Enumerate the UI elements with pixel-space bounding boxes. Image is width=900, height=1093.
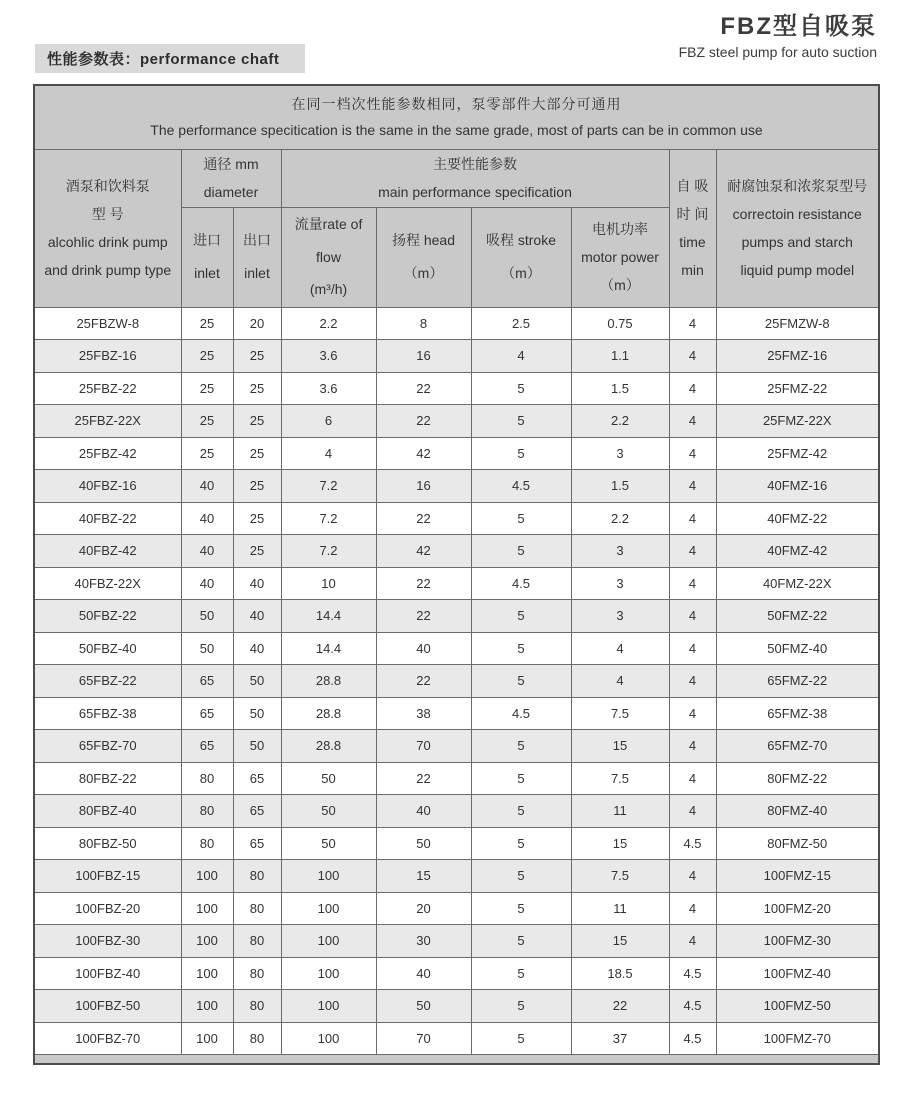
header-model-en2: and drink pump type: [44, 262, 172, 278]
table-cell: 5: [471, 405, 571, 438]
page-title: FBZ型自吸泵: [720, 13, 877, 40]
document-header: [679, 6, 877, 60]
header-fmz-cn: 耐腐蚀泵和浓浆泵型号: [727, 178, 868, 194]
table-row: [34, 340, 879, 373]
table-cell: 50: [233, 665, 281, 698]
table-cell: 3.6: [281, 340, 376, 373]
table-cell: 18.5: [571, 957, 669, 990]
table-cell: 4: [669, 697, 716, 730]
table-cell: 40: [376, 632, 471, 665]
table-cell: 38: [376, 697, 471, 730]
cell-fmz-model: 100FMZ-30: [716, 925, 879, 958]
table-cell: 14.4: [281, 632, 376, 665]
cell-pump-model: 25FBZ-16: [34, 340, 181, 373]
cell-pump-model: 25FBZ-22X: [34, 405, 181, 438]
table-cell: 4: [669, 892, 716, 925]
cell-pump-model: 100FBZ-40: [34, 957, 181, 990]
cell-pump-model: 50FBZ-40: [34, 632, 181, 665]
table-cell: 4.5: [471, 697, 571, 730]
table-cell: 4: [571, 632, 669, 665]
table-cell: 80: [181, 762, 233, 795]
header-head-label: 扬程 head: [391, 232, 456, 249]
header-fmz-en3: liquid pump model: [740, 262, 855, 278]
table-row: [34, 827, 879, 860]
section-label: 性能参数表：performance chaft: [35, 44, 305, 73]
cell-fmz-model: 100FMZ-40: [716, 957, 879, 990]
table-row: [34, 957, 879, 990]
table-cell: 1.1: [571, 340, 669, 373]
table-cell: 4: [669, 665, 716, 698]
table-cell: 7.5: [571, 762, 669, 795]
table-cell: 100: [181, 925, 233, 958]
table-cell: 40: [376, 795, 471, 828]
table-cell: 22: [571, 990, 669, 1023]
cell-pump-model: 40FBZ-16: [34, 470, 181, 503]
cell-pump-model: 100FBZ-70: [34, 1022, 181, 1055]
table-row: [34, 307, 879, 340]
table-cell: 4: [669, 470, 716, 503]
table-cell: 14.4: [281, 600, 376, 633]
cell-pump-model: 100FBZ-15: [34, 860, 181, 893]
cell-fmz-model: 25FMZ-22X: [716, 405, 879, 438]
table-cell: 80: [181, 795, 233, 828]
header-diameter-en: diameter: [203, 184, 259, 200]
cell-fmz-model: 65FMZ-22: [716, 665, 879, 698]
header-time-cn1: 自 吸: [676, 178, 709, 194]
table-row: [34, 567, 879, 600]
table-cell: 80: [233, 990, 281, 1023]
table-cell: 5: [471, 502, 571, 535]
table-row: [34, 632, 879, 665]
header-outlet-cn: 出口: [243, 232, 271, 249]
banner-text-cn: 在同一档次性能参数相同，泵零部件大部分可通用: [291, 95, 622, 112]
table-cell: 4: [281, 437, 376, 470]
table-cell: 50: [281, 762, 376, 795]
table-cell: 65: [181, 665, 233, 698]
table-cell: 15: [571, 730, 669, 763]
cell-fmz-model: 40FMZ-22X: [716, 567, 879, 600]
header-power-unit: （m）: [600, 277, 640, 293]
table-cell: 65: [181, 697, 233, 730]
table-cell: 5: [471, 665, 571, 698]
table-cell: 22: [376, 665, 471, 698]
table-row: [34, 665, 879, 698]
cell-fmz-model: 50FMZ-40: [716, 632, 879, 665]
table-cell: 5: [471, 827, 571, 860]
table-cell: 1.5: [571, 470, 669, 503]
cell-fmz-model: 40FMZ-42: [716, 535, 879, 568]
table-cell: 4.5: [471, 470, 571, 503]
table-cell: 40: [181, 567, 233, 600]
table-row: [34, 860, 879, 893]
column-header-flow: [281, 207, 376, 307]
table-cell: 25: [181, 372, 233, 405]
table-cell: 5: [471, 990, 571, 1023]
table-cell: 5: [471, 1022, 571, 1055]
header-stroke-label: 吸程 stroke: [485, 232, 556, 249]
table-row: [34, 600, 879, 633]
table-cell: 3.6: [281, 372, 376, 405]
column-header-diameter: [181, 149, 281, 207]
table-cell: 3: [571, 600, 669, 633]
table-cell: 2.2: [571, 502, 669, 535]
table-cell: 7.2: [281, 470, 376, 503]
table-cell: 28.8: [281, 697, 376, 730]
table-row: [34, 697, 879, 730]
header-outlet-en: inlet: [244, 265, 270, 281]
table-cell: 50: [181, 600, 233, 633]
table-cell: 65: [233, 762, 281, 795]
table-cell: 8: [376, 307, 471, 340]
column-header-head: [376, 207, 471, 307]
table-cell: 28.8: [281, 730, 376, 763]
table-row: [34, 730, 879, 763]
cell-fmz-model: 40FMZ-16: [716, 470, 879, 503]
table-cell: 15: [571, 827, 669, 860]
table-cell: 4: [669, 600, 716, 633]
cell-pump-model: 25FBZW-8: [34, 307, 181, 340]
header-main-cn: 主要性能参数: [433, 156, 517, 172]
cell-fmz-model: 100FMZ-70: [716, 1022, 879, 1055]
performance-table-container: [33, 84, 880, 1065]
table-cell: 50: [376, 990, 471, 1023]
table-cell: 4: [669, 860, 716, 893]
table-cell: 15: [376, 860, 471, 893]
cell-pump-model: 80FBZ-22: [34, 762, 181, 795]
table-cell: 4: [669, 502, 716, 535]
table-row: [34, 470, 879, 503]
table-cell: 20: [376, 892, 471, 925]
table-cell: 5: [471, 892, 571, 925]
table-cell: 40: [233, 567, 281, 600]
header-time-en: time: [679, 234, 706, 250]
table-cell: 4: [669, 340, 716, 373]
table-cell: 3: [571, 567, 669, 600]
table-cell: 22: [376, 567, 471, 600]
table-cell: 100: [281, 990, 376, 1023]
table-cell: 20: [233, 307, 281, 340]
cell-fmz-model: 25FMZ-42: [716, 437, 879, 470]
header-time-unit: min: [681, 262, 704, 278]
column-header-model: [34, 149, 181, 307]
table-cell: 22: [376, 405, 471, 438]
table-cell: 70: [376, 1022, 471, 1055]
header-model-en1: alcohlic drink pump: [47, 234, 168, 250]
table-cell: 7.2: [281, 502, 376, 535]
table-cell: 5: [471, 925, 571, 958]
column-header-stroke: [471, 207, 571, 307]
cell-pump-model: 50FBZ-22: [34, 600, 181, 633]
table-cell: 100: [181, 990, 233, 1023]
table-row: [34, 892, 879, 925]
table-row: [34, 502, 879, 535]
table-body: [34, 307, 879, 1055]
header-power-cn: 电机功率: [592, 221, 648, 237]
table-cell: 2.5: [471, 307, 571, 340]
table-cell: 80: [233, 1022, 281, 1055]
table-cell: 4.5: [669, 827, 716, 860]
table-cell: 22: [376, 600, 471, 633]
table-cell: 70: [376, 730, 471, 763]
table-cell: 5: [471, 957, 571, 990]
table-cell: 100: [181, 1022, 233, 1055]
table-cell: 11: [571, 795, 669, 828]
table-cell: 42: [376, 437, 471, 470]
table-cell: 25: [181, 437, 233, 470]
page-subtitle: FBZ steel pump for auto suction: [678, 44, 877, 60]
header-diameter-cn: 通径 mm: [203, 156, 259, 172]
table-cell: 25: [181, 307, 233, 340]
table-cell: 50: [233, 697, 281, 730]
header-model-cn1: 酒泵和饮料泵: [65, 178, 150, 194]
banner-text-en: The performance specitication is the same in the same grade, most of parts can be in common use: [150, 122, 763, 139]
header-inlet-en: inlet: [194, 265, 220, 281]
table-cell: 1.5: [571, 372, 669, 405]
table-cell: 28.8: [281, 665, 376, 698]
header-power-en: motor power: [581, 249, 659, 265]
table-cell: 0.75: [571, 307, 669, 340]
table-cell: 65: [233, 827, 281, 860]
table-cell: 4.5: [471, 567, 571, 600]
cell-pump-model: 80FBZ-50: [34, 827, 181, 860]
table-cell: 7.2: [281, 535, 376, 568]
table-row: [34, 372, 879, 405]
cell-pump-model: 25FBZ-22: [34, 372, 181, 405]
cell-fmz-model: 80FMZ-50: [716, 827, 879, 860]
table-cell: 4: [669, 795, 716, 828]
table-cell: 4: [471, 340, 571, 373]
banner-row: [34, 85, 879, 149]
table-cell: 40: [181, 470, 233, 503]
cell-pump-model: 100FBZ-30: [34, 925, 181, 958]
table-cell: 80: [181, 827, 233, 860]
table-cell: 2.2: [281, 307, 376, 340]
table-cell: 40: [233, 600, 281, 633]
table-cell: 4.5: [669, 957, 716, 990]
table-cell: 22: [376, 502, 471, 535]
table-cell: 5: [471, 372, 571, 405]
cell-fmz-model: 25FMZW-8: [716, 307, 879, 340]
header-fmz-en1: correctoin resistance: [732, 206, 862, 222]
table-cell: 100: [181, 860, 233, 893]
table-cell: 4: [669, 535, 716, 568]
cell-pump-model: 65FBZ-38: [34, 697, 181, 730]
table-cell: 5: [471, 795, 571, 828]
table-row: [34, 925, 879, 958]
table-cell: 100: [181, 892, 233, 925]
table-cell: 4: [669, 437, 716, 470]
table-cell: 5: [471, 535, 571, 568]
cell-pump-model: 100FBZ-50: [34, 990, 181, 1023]
table-cell: 25: [233, 470, 281, 503]
header-head-unit: （m）: [403, 265, 444, 281]
banner-cell: [34, 85, 879, 149]
table-cell: 65: [233, 795, 281, 828]
table-cell: 100: [281, 957, 376, 990]
table-cell: 80: [233, 957, 281, 990]
cell-fmz-model: 25FMZ-16: [716, 340, 879, 373]
cell-pump-model: 25FBZ-42: [34, 437, 181, 470]
header-flow-label: 流量rate of flow: [294, 215, 363, 265]
cell-pump-model: 100FBZ-20: [34, 892, 181, 925]
table-cell: 4: [669, 567, 716, 600]
cell-fmz-model: 100FMZ-15: [716, 860, 879, 893]
table-cell: 25: [233, 372, 281, 405]
footer-strip: [34, 1055, 879, 1064]
table-cell: 11: [571, 892, 669, 925]
table-cell: 50: [281, 827, 376, 860]
column-header-inlet: [181, 207, 233, 307]
table-cell: 80: [233, 892, 281, 925]
table-cell: 25: [233, 535, 281, 568]
table-cell: 100: [281, 860, 376, 893]
table-cell: 5: [471, 600, 571, 633]
table-cell: 40: [181, 535, 233, 568]
table-cell: 100: [181, 957, 233, 990]
footer-strip-row: [34, 1055, 879, 1064]
cell-fmz-model: 80FMZ-40: [716, 795, 879, 828]
table-cell: 80: [233, 860, 281, 893]
cell-fmz-model: 80FMZ-22: [716, 762, 879, 795]
table-cell: 22: [376, 372, 471, 405]
header-stroke-unit: （m）: [501, 265, 541, 281]
cell-fmz-model: 65FMZ-70: [716, 730, 879, 763]
table-row: [34, 437, 879, 470]
table-cell: 25: [233, 502, 281, 535]
table-cell: 7.5: [571, 860, 669, 893]
table-cell: 25: [181, 340, 233, 373]
table-cell: 4: [669, 405, 716, 438]
table-cell: 4: [669, 632, 716, 665]
table-cell: 50: [233, 730, 281, 763]
table-cell: 15: [571, 925, 669, 958]
table-cell: 5: [471, 762, 571, 795]
header-fmz-en2: pumps and starch: [741, 234, 853, 250]
table-cell: 100: [281, 925, 376, 958]
table-cell: 5: [471, 437, 571, 470]
table-cell: 4: [669, 730, 716, 763]
table-cell: 4.5: [669, 990, 716, 1023]
table-cell: 6: [281, 405, 376, 438]
table-row: [34, 535, 879, 568]
table-cell: 3: [571, 535, 669, 568]
table-row: [34, 795, 879, 828]
table-cell: 4: [669, 372, 716, 405]
column-header-outlet: [233, 207, 281, 307]
performance-table: [33, 84, 880, 1065]
table-cell: 40: [181, 502, 233, 535]
table-row: [34, 1022, 879, 1055]
column-header-fmz-model: [716, 149, 879, 307]
cell-pump-model: 40FBZ-22: [34, 502, 181, 535]
table-cell: 16: [376, 470, 471, 503]
table-cell: 37: [571, 1022, 669, 1055]
table-cell: 25: [181, 405, 233, 438]
table-cell: 4.5: [669, 1022, 716, 1055]
cell-fmz-model: 100FMZ-20: [716, 892, 879, 925]
table-cell: 22: [376, 762, 471, 795]
cell-pump-model: 40FBZ-42: [34, 535, 181, 568]
table-cell: 40: [376, 957, 471, 990]
column-header-main-performance: [281, 149, 669, 207]
table-cell: 2.2: [571, 405, 669, 438]
cell-fmz-model: 100FMZ-50: [716, 990, 879, 1023]
cell-pump-model: 40FBZ-22X: [34, 567, 181, 600]
table-cell: 100: [281, 1022, 376, 1055]
cell-fmz-model: 40FMZ-22: [716, 502, 879, 535]
cell-fmz-model: 50FMZ-22: [716, 600, 879, 633]
header-inlet-cn: 进口: [193, 232, 221, 249]
table-cell: 100: [281, 892, 376, 925]
header-model-cn2: 型 号: [91, 206, 124, 222]
table-cell: 25: [233, 340, 281, 373]
table-cell: 25: [233, 405, 281, 438]
table-cell: 80: [233, 925, 281, 958]
table-cell: 10: [281, 567, 376, 600]
table-row: [34, 990, 879, 1023]
cell-fmz-model: 25FMZ-22: [716, 372, 879, 405]
table-cell: 50: [181, 632, 233, 665]
column-header-motor-power: [571, 207, 669, 307]
table-row: [34, 405, 879, 438]
table-cell: 40: [233, 632, 281, 665]
column-header-suction-time: [669, 149, 716, 307]
header-flow-unit: (m³/h): [309, 281, 348, 298]
cell-fmz-model: 65FMZ-38: [716, 697, 879, 730]
table-cell: 4: [571, 665, 669, 698]
table-cell: 50: [281, 795, 376, 828]
table-cell: 5: [471, 860, 571, 893]
cell-pump-model: 65FBZ-22: [34, 665, 181, 698]
table-cell: 65: [181, 730, 233, 763]
table-cell: 7.5: [571, 697, 669, 730]
table-cell: 16: [376, 340, 471, 373]
table-cell: 42: [376, 535, 471, 568]
table-cell: 3: [571, 437, 669, 470]
table-cell: 5: [471, 730, 571, 763]
header-time-cn2: 时 间: [676, 206, 709, 222]
header-row-groups: [34, 149, 879, 207]
cell-pump-model: 65FBZ-70: [34, 730, 181, 763]
table-cell: 4: [669, 307, 716, 340]
table-cell: 4: [669, 925, 716, 958]
table-cell: 25: [233, 437, 281, 470]
header-main-en: main performance specification: [378, 184, 572, 200]
cell-pump-model: 80FBZ-40: [34, 795, 181, 828]
table-cell: 4: [669, 762, 716, 795]
table-cell: 50: [376, 827, 471, 860]
table-cell: 5: [471, 632, 571, 665]
table-row: [34, 762, 879, 795]
table-cell: 30: [376, 925, 471, 958]
